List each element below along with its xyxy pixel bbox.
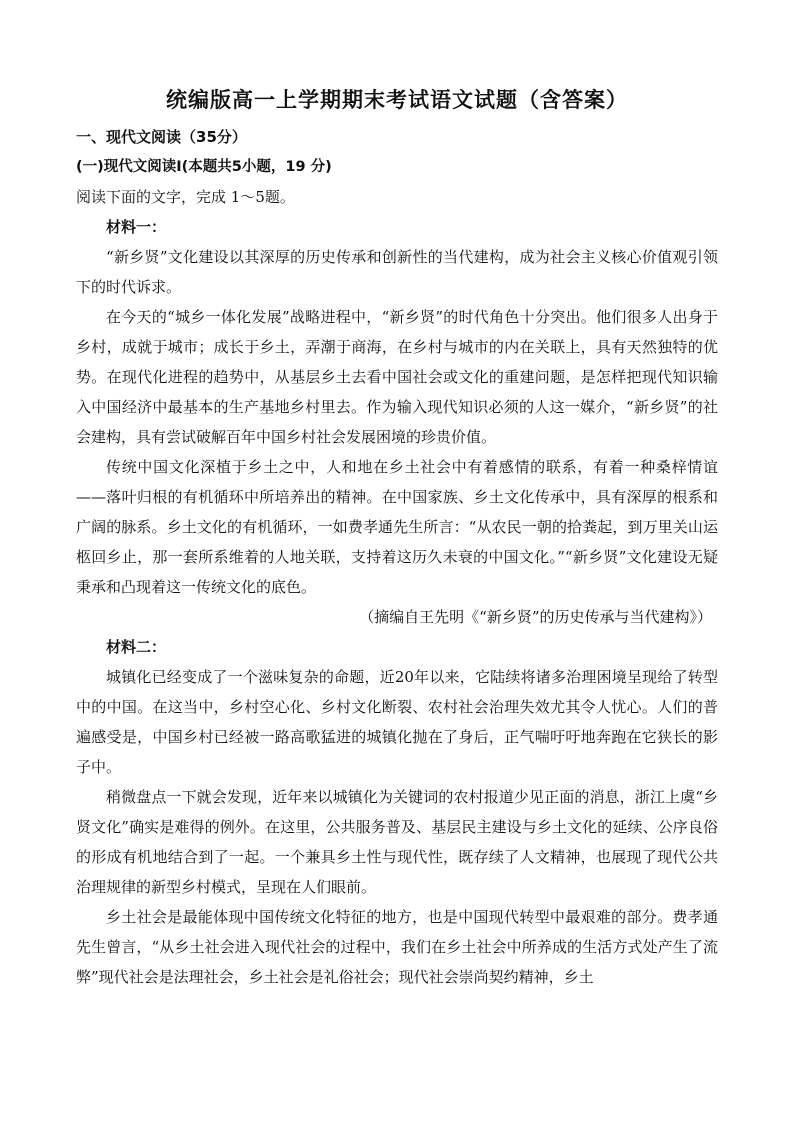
instruction-text: 阅读下面的文字，完成 1～5题。 (76, 188, 295, 206)
subsection-heading: (一)现代文阅读Ⅰ(本题共5小题，19 分) (76, 159, 332, 175)
material-two-paragraph: 稍微盘点一下就会发现，近年来以城镇化为关键词的农村报道少见正面的消息，浙江上虞“乡贤文化”确实是难得的例外。在这里，公共服务普及、基层民主建设与乡土文化的延续、公序良俗的形成有机地结合到了一起。一个兼具乡土性与现代性，既存续了人文精神，也展现了现代公共治理规律的新型乡村模式，呈现在人们眼前。 (76, 788, 718, 896)
material-two-paragraph: 城镇化已经变成了一个滋味复杂的命题，近20年以来，它陆续将诸多治理困境呈现给了转型中的中国。在这当中，乡村空心化、乡村文化断裂、农村社会治理失效尤其令人忧心。人们的普遍感受是，中国乡村已经被一路高歌猛进的城镇化抛在了身后，正气喘吁吁地奔跑在它狭长的影子中。 (76, 668, 718, 776)
material-one-paragraph: “新乡贤”文化建设以其深厚的历史传承和创新性的当代建构，成为社会主义核心价值观引领下的时代诉求。 (76, 248, 718, 296)
section-heading: 一、现代文阅读（35分） (76, 128, 247, 146)
material-one-paragraph: 传统中国文化深植于乡土之中，人和地在乡土社会中有着感情的联系，有着一种桑梓情谊——落叶归根的有机循环中所培养出的精神。在中国家族、乡土文化传承中，具有深厚的根系和广阔的脉系。乡土文化的有机循环，一如费孝通先生所言：“从农民一朝的拾粪起，到万里关山运柩回乡止，那一套所系维着的人地关联，支持着这历久未衰的中国文化。”“新乡贤”文化建设无疑秉承和凸现着这一传统文化的底色。 (76, 458, 718, 596)
material-one-paragraph: 在今天的“城乡一体化发展”战略进程中，“新乡贤”的时代角色十分突出。他们很多人出身于乡村，成就于城市；成长于乡土，弄潮于商海，在乡村与城市的内在关联上，具有天然独特的优势。在现代化进程的趋势中，从基层乡土去看中国社会或文化的重建问题，是怎样把现代知识输入中国经济中最基本的生产基地乡村里去。作为输入现代知识必须的人这一媒介，“新乡贤”的社会建构，具有尝试破解百年中国乡村社会发展困境的珍贵价值。 (76, 308, 718, 446)
material-one-source: （摘编自王先明《“新乡贤”的历史传承与当代建构》） (359, 608, 712, 626)
material-two-label: 材料二： (106, 638, 167, 656)
page-title: 统编版高一上学期期末考试语文试题（含答案） (166, 88, 628, 112)
material-one-label: 材料一： (106, 218, 167, 236)
document-body (76, 122, 718, 992)
material-two-paragraph: 乡土社会是最能体现中国传统文化特征的地方，也是中国现代转型中最艰难的部分。费孝通先生曾言，“从乡土社会进入现代社会的过程中，我们在乡土社会中所养成的生活方式处产生了流弊”现代社会是法理社会，乡土社会是礼俗社会；现代社会崇尚契约精神，乡土 (76, 908, 718, 986)
